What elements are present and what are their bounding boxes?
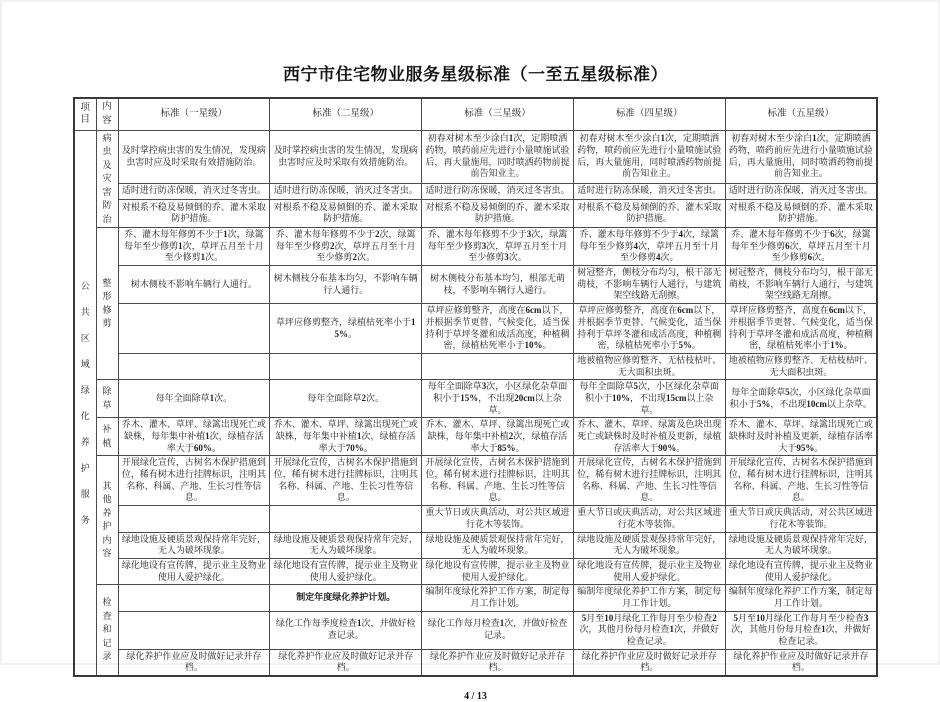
table-cell: 及时掌控病虫害的发生情况，发现病虫害时应及时采取有效措施防治。 <box>270 130 422 183</box>
table-cell: 初春对树木至少涂白1次，定期喷洒药物，喷药前应先进行小量喷施试验后，再大量施用，同时喷洒药物前提前告知业主。 <box>725 130 877 183</box>
table-cell: 绿化养护作业应及时做好记录并存档。 <box>270 649 422 676</box>
table-cell: 草坪应修剪整齐，高度在6cm以下，并根据季节更替、气候变化，适当保持利于草坪冬灌和成活高度，种植稠密，绿植枯死率小于10%。 <box>422 304 574 354</box>
table-cell: 及时掌控病虫害的发生情况，发现病虫害时应及时采取有效措施防治。 <box>118 130 270 183</box>
table-row <box>74 199 877 227</box>
table-cell: 对根系不稳及易倾倒的乔、灌木采取防护措施。 <box>422 199 574 227</box>
table-row <box>74 611 877 649</box>
table-cell: 开展绿化宣传，古树名木保护措施到位，稀有树木进行挂牌标识，注明其名称、科属、产地、生长习性等信息。 <box>422 456 574 506</box>
table-row <box>74 585 877 611</box>
table-cell: 开展绿化宣传，古树名木保护措施到位，稀有树木进行挂牌标识，注明其名称、科属、产地、生长习性等信息。 <box>725 456 877 506</box>
category-cell-other: 其他养护内容 <box>96 456 118 585</box>
table-cell: 绿化养护作业应及时做好记录并存档。 <box>573 649 725 676</box>
table-cell: 乔木、灌木、草坪、绿篱出现死亡或缺株，每年集中补植1次，绿植存活率大于70%。 <box>270 418 422 456</box>
category-cell-inspection: 检查和记录 <box>96 585 118 676</box>
table-cell: 重大节日或庆典活动，对公共区域进行花木等装饰。 <box>573 506 725 532</box>
table-cell: 绿化养护作业应及时做好记录并存档。 <box>725 649 877 676</box>
table-cell: 初春对树木至少涂白1次，定期喷洒药物，喷药前应先进行小量喷施试验后，再大量施用，同时喷洒药物前提前告知业主。 <box>422 130 574 183</box>
document-page <box>73 0 878 677</box>
table-cell: 树木侧枝不影响车辆行人通行。 <box>118 266 270 304</box>
table-row <box>74 532 877 558</box>
table-cell: 开展绿化宣传，古树名木保护措施到位，稀有树木进行挂牌标识，注明其名称、科属、产地、生长习性等信息。 <box>573 456 725 506</box>
table-cell: 草坪应修剪整齐，高度在6cm以下，并根据季节更替、气候变化，适当保持利于草坪冬灌和成活高度，种植稠密，绿植枯死率小于5%。 <box>573 304 725 354</box>
table-cell: 绿化工作每季度检查1次，并做好检查记录。 <box>270 611 422 649</box>
table-cell: 乔、灌木每年修剪不少于3次，绿篱每年至少修剪3次，草坪五月至十月至少修剪3次。 <box>422 228 574 266</box>
category-cell-pest: 病虫及灾害防治 <box>96 130 118 228</box>
table-cell: 树冠整齐，侧枝分布均匀，根干部无萌枝，不影响车辆行人通行，与建筑架空线路无刮擦。 <box>573 266 725 304</box>
table-cell: 适时进行防冻保暖，消灭过冬害虫。 <box>422 183 574 199</box>
table-cell: 适时进行防冻保暖，消灭过冬害虫。 <box>725 183 877 199</box>
table-cell: 草坪应修剪整齐，高度在6cm以下，并根据季节更替、气候变化，适当保持利于草坪冬灌和成活高度，种植稠密，绿植枯死率小于1%。 <box>725 304 877 354</box>
table-cell: 乔木、灌木、草坪、绿篱及色块出现死亡或缺株时及时补植及更新，绿植存活率大于90%。 <box>573 418 725 456</box>
table-cell: 绿化地设有宣传牌，提示业主及物业使用人爱护绿化。 <box>270 558 422 584</box>
table-cell: 对根系不稳及易倾倒的乔、灌木采取防护措施。 <box>118 199 270 227</box>
table-cell: 草坪应修剪整齐，绿植枯死率小于15%。 <box>270 304 422 354</box>
category-cell-replanting: 补植 <box>96 418 118 456</box>
table-cell: 每年全面除草2次。 <box>270 380 422 418</box>
table-cell: 乔、灌木每年修剪不少于6次，绿篱每年至少修剪6次，草坪五月至十月至少修剪6次。 <box>725 228 877 266</box>
table-cell <box>270 506 422 532</box>
table-cell: 绿化养护作业应及时做好记录并存档。 <box>422 649 574 676</box>
table-cell: 地被植物应修剪整齐、无枯枝枯叶、无大面积虫斑。 <box>725 353 877 379</box>
table-cell <box>118 611 270 649</box>
header-cell-level-3: 标准（三星级） <box>422 98 574 130</box>
table-cell: 编制年度绿化养护工作方案，制定每月工作计划。 <box>725 585 877 611</box>
table-cell: 绿化地设有宣传牌，提示业主及物业使用人爱护绿化。 <box>422 558 574 584</box>
standards-table <box>73 97 878 677</box>
table-cell: 绿地设施及硬质景观保持常年完好，无人为破坏现象。 <box>573 532 725 558</box>
table-row <box>74 183 877 199</box>
table-cell: 开展绿化宣传，古树名木保护措施到位，稀有树木进行挂牌标识，注明其名称、科属、产地、生长习性等信息。 <box>118 456 270 506</box>
table-cell <box>118 506 270 532</box>
table-row <box>74 228 877 266</box>
table-cell: 每年全面除草3次，小区绿化杂草面积小于15%，不出现20cm以上杂草。 <box>422 380 574 418</box>
header-cell-level-4: 标准（四星级） <box>573 98 725 130</box>
table-row <box>74 130 877 183</box>
table-cell: 绿地设施及硬质景观保持常年完好，无人为破坏现象。 <box>422 532 574 558</box>
header-cell-content: 内容 <box>96 98 118 130</box>
page-number: 4 / 13 <box>464 691 487 702</box>
table-cell: 地被植物应修剪整齐、无枯枝枯叶、无大面积虫斑。 <box>573 353 725 379</box>
table-cell: 5月至10月绿化工作每月至少检查2次，其他月份每月检查1次，并做好检查记录。 <box>573 611 725 649</box>
table-cell: 编制年度绿化养护工作方案，制定每月工作计划。 <box>573 585 725 611</box>
table-cell: 绿化工作每月检查1次，并做好检查记录。 <box>422 611 574 649</box>
table-row <box>74 506 877 532</box>
section-label-cell: 公共区域绿化养护服务 <box>74 130 96 676</box>
table-cell: 对根系不稳及易倾倒的乔、灌木采取防护措施。 <box>270 199 422 227</box>
table-cell: 绿地设施及硬质景观保持常年完好，无人为破坏现象。 <box>270 532 422 558</box>
table-row <box>74 304 877 354</box>
table-row <box>74 558 877 584</box>
header-cell-level-2: 标准（二星级） <box>270 98 422 130</box>
table-cell: 重大节日或庆典活动，对公共区域进行花木等装饰。 <box>422 506 574 532</box>
header-cell-level-1: 标准（一星级） <box>118 98 270 130</box>
table-cell: 5月至10月绿化工作每月至少检查3次，其他月份每月检查1次，并做好检查记录。 <box>725 611 877 649</box>
table-cell: 重大节日或庆典活动，对公共区域进行花木等装饰。 <box>725 506 877 532</box>
table-row <box>74 649 877 676</box>
table-cell: 绿地设施及硬质景观保持常年完好，无人为破坏现象。 <box>725 532 877 558</box>
table-cell <box>118 585 270 611</box>
table-cell: 树木侧枝分布基本均匀，根部无萌枝，不影响车辆行人通行。 <box>422 266 574 304</box>
table-cell: 每年全面除草5次，小区绿化杂草面积小于5%，不出现10cm以上杂草。 <box>725 380 877 418</box>
table-cell: 绿化养护作业应及时做好记录并存档。 <box>118 649 270 676</box>
table-cell: 每年全面除草1次。 <box>118 380 270 418</box>
header-cell-level-5: 标准（五星级） <box>725 98 877 130</box>
header-cell-item: 项目 <box>74 98 96 130</box>
table-cell: 适时进行防冻保暖，消灭过冬害虫。 <box>270 183 422 199</box>
table-cell: 开展绿化宣传，古树名木保护措施到位，稀有树木进行挂牌标识，注明其名称、科属、产地、生长习性等信息。 <box>270 456 422 506</box>
table-cell: 绿地设施及硬质景观保持常年完好，无人为破坏现象。 <box>118 532 270 558</box>
table-cell: 对根系不稳及易倾倒的乔、灌木采取防护措施。 <box>725 199 877 227</box>
table-row <box>74 353 877 379</box>
table-cell: 适时进行防冻保暖，消灭过冬害虫。 <box>118 183 270 199</box>
table-cell <box>422 353 574 379</box>
table-cell: 适时进行防冻保暖，消灭过冬害虫。 <box>573 183 725 199</box>
table-row <box>74 456 877 506</box>
category-cell-weeding: 除草 <box>96 380 118 418</box>
table-cell: 乔、灌木每年修剪不少于1次，绿篱每年至少修剪1次，草坪五月至十月至少修剪1次。 <box>118 228 270 266</box>
table-cell: 绿化地设有宣传牌，提示业主及物业使用人爱护绿化。 <box>118 558 270 584</box>
table-cell: 乔木、灌木、草坪、绿篱出现死亡或缺株时及时补植及更新，绿植存活率大于95%。 <box>725 418 877 456</box>
table-cell: 制定年度绿化养护计划。 <box>270 585 422 611</box>
category-cell-pruning: 整形修剪 <box>96 228 118 380</box>
table-row <box>74 380 877 418</box>
page-title: 西宁市住宅物业服务星级标准（一至五星级标准） <box>283 65 668 84</box>
table-cell: 每年全面除草5次，小区绿化杂草面积小于10%，不出现15cm以上杂草。 <box>573 380 725 418</box>
table-cell: 乔木、灌木、草坪、绿篱出现死亡或缺株，每年集中补植2次，绿植存活率大于85%。 <box>422 418 574 456</box>
table-cell: 编制年度绿化养护工作方案，制定每月工作计划。 <box>422 585 574 611</box>
table-cell: 对根系不稳及易倾倒的乔、灌木采取防护措施。 <box>573 199 725 227</box>
table-cell <box>118 304 270 354</box>
table-cell: 乔、灌木每年修剪不少于2次，绿篱每年至少修剪2次，草坪五月至十月至少修剪2次。 <box>270 228 422 266</box>
table-cell: 乔木、灌木、草坪、绿篱出现死亡或缺株，每年集中补植1次，绿植存活率大于60%。 <box>118 418 270 456</box>
table-cell: 绿化地设有宣传牌，提示业主及物业使用人爱护绿化。 <box>725 558 877 584</box>
table-row <box>74 266 877 304</box>
table-cell: 树冠整齐，侧枝分布均匀，根干部无萌枝，不影响车辆行人通行，与建筑架空线路无刮擦。 <box>725 266 877 304</box>
table-cell <box>118 353 270 379</box>
table-cell: 树木侧枝分布基本均匀，不影响车辆行人通行。 <box>270 266 422 304</box>
table-cell: 乔、灌木每年修剪不少于4次，绿篱每年至少修剪4次，草坪五月至十月至少修剪4次。 <box>573 228 725 266</box>
table-cell <box>270 353 422 379</box>
table-row <box>74 418 877 456</box>
table-cell: 初春对树木至少涂白1次，定期喷洒药物，喷药前应先进行小量喷施试验后，再大量施用，同时喷洒药物前提前告知业主。 <box>573 130 725 183</box>
table-cell: 绿化地设有宣传牌，提示业主及物业使用人爱护绿化。 <box>573 558 725 584</box>
header-row <box>74 98 877 130</box>
